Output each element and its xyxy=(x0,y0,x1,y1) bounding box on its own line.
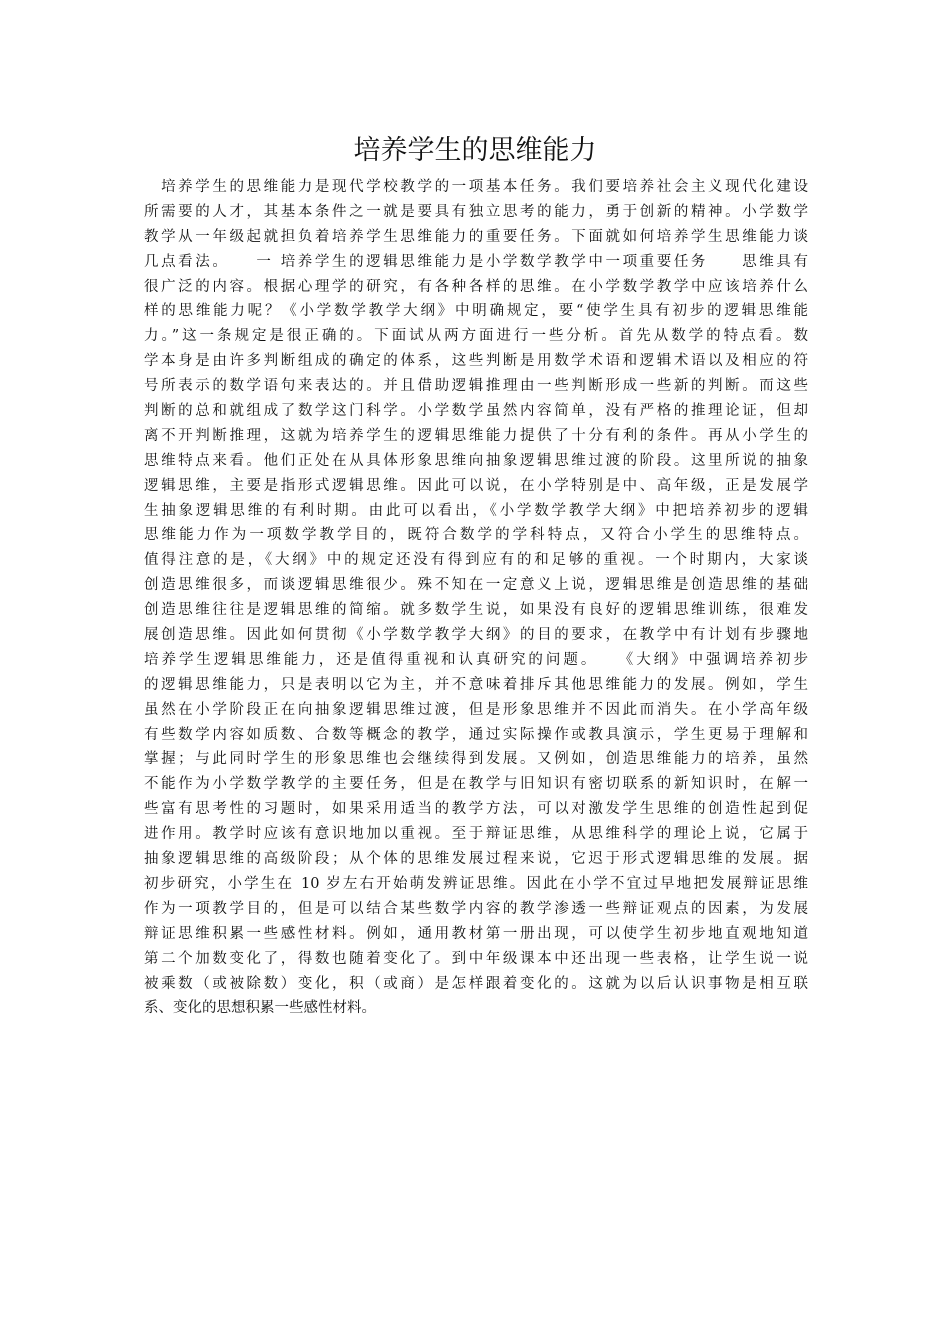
body-text-line: 掌握；与此同时学生的形象思维也会继续得到发展。又例如，创造思维能力的培养，虽然 xyxy=(144,751,808,768)
body-text-line: 思维能力作为一项数学教学目的，既符合数学的学科特点，又符合小学生的思维特点。 xyxy=(144,527,808,544)
body-text-line: 辩证思维积累一些感性材料。例如，通用教材第一册出现，可以使学生初步地直观地知道 xyxy=(144,925,808,942)
body-text-line: 不能作为小学数学教学的主要任务，但是在教学与旧知识有密切联系的新知识时，在解一 xyxy=(144,776,808,793)
body-text-line: 生抽象逻辑思维的有利时期。由此可以看出，《小学数学教学大纲》中把培养初步的逻辑 xyxy=(144,502,808,519)
body-text-line: 进作用。教学时应该有意识地加以重视。至于辩证思维，从思维科学的理论上说，它属于 xyxy=(144,826,808,843)
body-text-line: 学本身是由许多判断组成的确定的体系，这些判断是用数学术语和逻辑术语以及相应的符 xyxy=(144,353,808,370)
document-title: 培养学生的思维能力 xyxy=(353,135,597,166)
body-text-line: 的逻辑思维能力，只是表明以它为主，并不意味着排斥其他思维能力的发展。例如，学生 xyxy=(144,676,808,693)
body-text-line: 作为一项教学目的，但是可以结合某些数学内容的教学渗透一些辩证观点的因素，为发展 xyxy=(144,900,808,917)
body-text-line: 展创造思维。因此如何贯彻《小学数学教学大纲》的目的要求，在教学中有计划有步骤地 xyxy=(144,627,808,644)
body-text-line: 判断的总和就组成了数学这门科学。小学数学虽然内容简单，没有严格的推理论证，但却 xyxy=(144,403,808,420)
body-text-line: 值得注意的是，《大纲》中的规定还没有得到应有的和足够的重视。一个时期内，大家谈 xyxy=(144,552,808,569)
body-text-line: 教学从一年级起就担负着培养学生思维能力的重要任务。下面就如何培养学生思维能力谈 xyxy=(144,228,808,245)
body-text-line: 样的思维能力呢？《小学数学教学大纲》中明确规定，要“使学生具有初步的逻辑思维能 xyxy=(144,303,808,320)
document-body xyxy=(144,175,808,1021)
body-text-line: 第二个加数变化了，得数也随着变化了。到中年级课本中还出现一些表格，让学生说一说 xyxy=(144,950,808,967)
body-text-line: 被乘数（或被除数）变化，积（或商）是怎样跟着变化的。这就为以后认识事物是相互联 xyxy=(144,975,808,992)
body-text-line: 很广泛的内容。根据心理学的研究，有各种各样的思维。在小学数学教学中应该培养什么 xyxy=(144,278,808,295)
body-text-line: 所需要的人才，其基本条件之一就是要具有独立思考的能力，勇于创新的精神。小学数学 xyxy=(144,203,808,220)
body-text-line: 思维特点来看。他们正处在从具体形象思维向抽象逻辑思维过渡的阶段。这里所说的抽象 xyxy=(144,452,808,469)
body-text-line: 培养学生的思维能力是现代学校教学的一项基本任务。我们要培养社会主义现代化建设 xyxy=(144,179,808,195)
body-text-line: 创造思维很多，而谈逻辑思维很少。殊不知在一定意义上说，逻辑思维是创造思维的基础 xyxy=(144,577,808,594)
body-text-line: 培养学生逻辑思维能力，还是值得重视和认真研究的问题。 《大纲》中强调培养初步 xyxy=(144,651,808,668)
body-text-line: 离不开判断推理，这就为培养学生的逻辑思维能力提供了十分有利的条件。再从小学生的 xyxy=(144,427,808,444)
body-text-line: 逻辑思维，主要是指形式逻辑思维。因此可以说，在小学特别是中、高年级，正是发展学 xyxy=(144,477,808,494)
body-text-line: 虽然在小学阶段正在向抽象逻辑思维过渡，但是形象思维并不因此而消失。在小学高年级 xyxy=(144,701,808,718)
body-text-line: 抽象逻辑思维的高级阶段；从个体的思维发展过程来说，它迟于形式逻辑思维的发展。据 xyxy=(144,851,808,868)
body-text-line: 几点看法。 一 培养学生的逻辑思维能力是小学数学教学中一项重要任务 思维具有 xyxy=(144,253,808,270)
body-text-line: 有些数学内容如质数、合数等概念的教学，通过实际操作或教具演示，学生更易于理解和 xyxy=(144,726,808,743)
body-text-line: 力。”这一条规定是很正确的。下面试从两方面进行一些分析。首先从数学的特点看。数 xyxy=(144,328,808,345)
body-text-line: 创造思维往往是逻辑思维的简缩。就多数学生说，如果没有良好的逻辑思维训练，很难发 xyxy=(144,602,808,619)
body-text-line: 系、变化的思想积累一些感性材料。 xyxy=(144,1000,376,1017)
body-text-line: 号所表示的数学语句来表达的。并且借助逻辑推理由一些判断形成一些新的判断。而这些 xyxy=(144,378,808,395)
body-text-line: 初步研究，小学生在 10 岁左右开始萌发辨证思维。因此在小学不宜过早地把发展辩证思维 xyxy=(144,875,808,892)
body-text-line: 些富有思考性的习题时，如果采用适当的教学方法，可以对激发学生思维的创造性起到促 xyxy=(144,801,808,818)
